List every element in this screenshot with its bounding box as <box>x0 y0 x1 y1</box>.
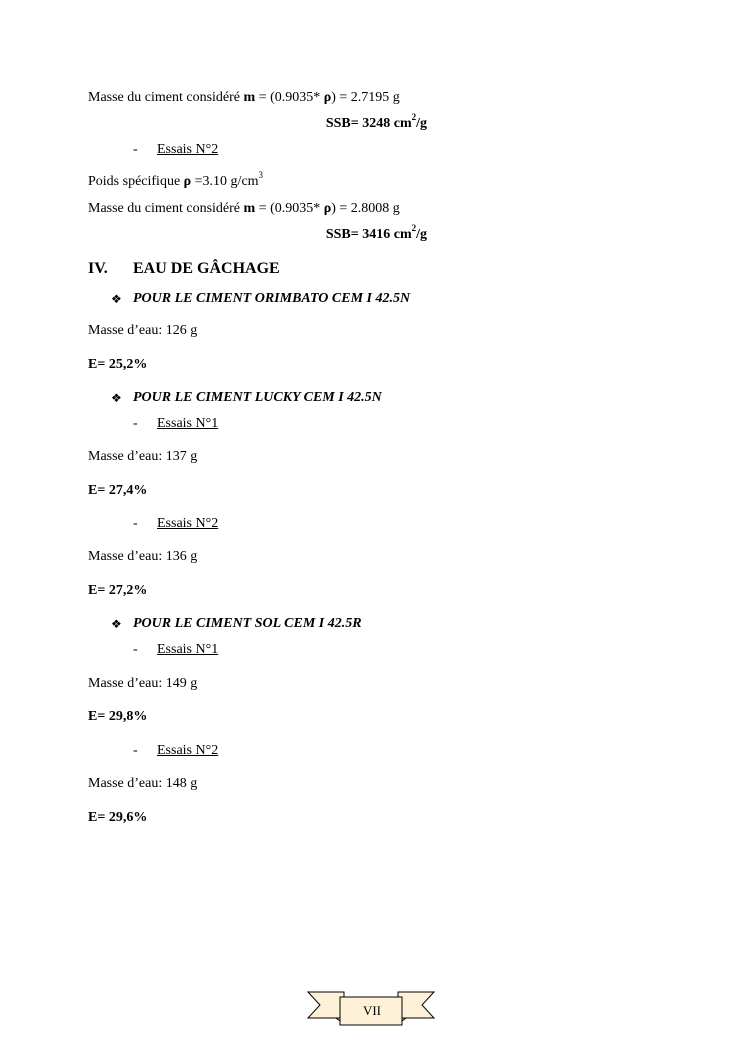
dash-bullet: - <box>133 416 138 431</box>
masse-eau-lucky-2: Masse d’eau: 136 g <box>88 549 198 564</box>
masse-eau-lucky-1: Masse d’eau: 137 g <box>88 449 198 464</box>
page-number: VII <box>362 1003 382 1018</box>
poids-specifique-line: Poids spécifique ρ =3.10 $g/cm^3$ <box>88 170 264 189</box>
dash-bullet: - <box>133 142 138 157</box>
diamond-bullet-icon: ❖ <box>111 617 122 631</box>
diamond-bullet-icon: ❖ <box>111 391 122 405</box>
section-number: IV. <box>88 260 108 277</box>
dash-bullet: - <box>133 516 138 531</box>
masse-ciment-line-2: Masse du ciment considéré m = (0.9035* ρ) = 2.8008 g <box>88 201 400 216</box>
e-value-lucky-2: E= 27,2% <box>88 583 148 598</box>
e-value-orimbato: E= 25,2% <box>88 357 148 372</box>
masse-eau-sol-1: Masse d’eau: 149 g <box>88 676 198 691</box>
ssb-result-1: SSB= 3248 $cm^2/g$ <box>325 112 427 131</box>
section-heading <box>88 260 280 278</box>
e-value-sol-1: E= 29,8% <box>88 709 148 724</box>
ssb-result-2: SSB= 3416 $cm^2/g$ <box>325 223 427 242</box>
e-value-lucky-1: E= 27,4% <box>88 483 148 498</box>
dash-bullet: - <box>133 642 138 657</box>
essais-label: Essais N°2 <box>157 142 219 157</box>
section-title: EAU DE GÂCHAGE <box>133 260 280 277</box>
masse-eau-sol-2: Masse d’eau: 148 g <box>88 776 198 791</box>
dash-bullet: - <box>133 743 138 758</box>
diamond-bullet-icon: ❖ <box>111 292 122 306</box>
masse-ciment-line-1: Masse du ciment considéré m = (0.9035* ρ) = 2.7195 g <box>88 90 400 105</box>
e-value-sol-2: E= 29,6% <box>88 810 148 825</box>
masse-eau-orimbato: Masse d’eau: 126 g <box>88 323 198 338</box>
